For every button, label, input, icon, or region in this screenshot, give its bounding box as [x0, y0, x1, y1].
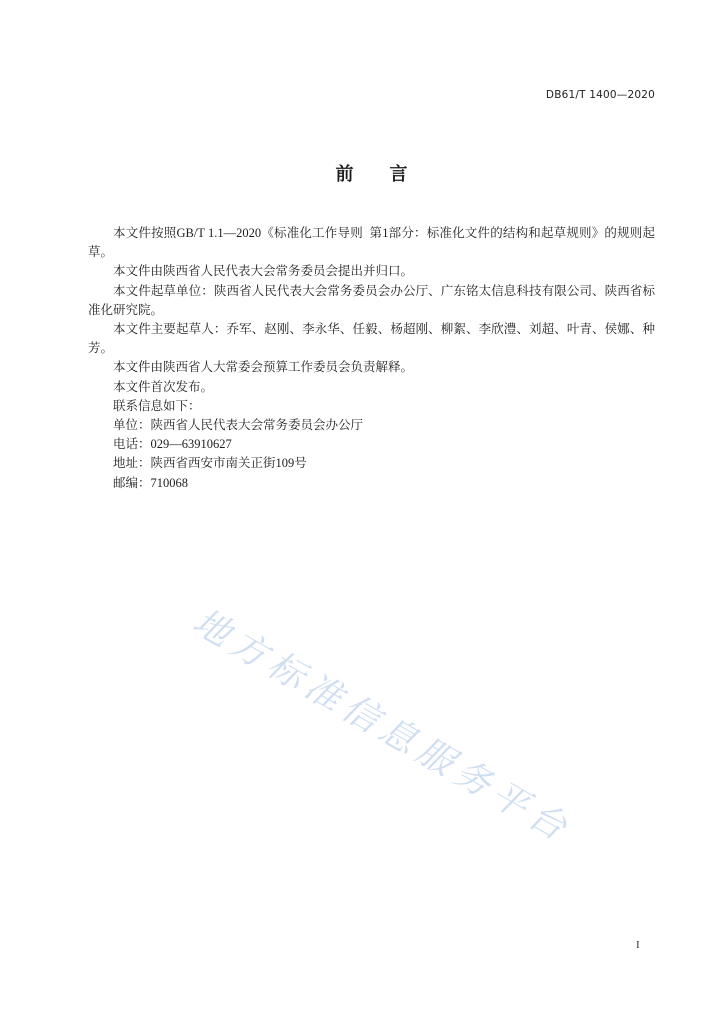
contact-address: 地址：陕西省西安市南关正街109号: [113, 456, 307, 471]
body-paragraph: 本文件按照GB/T 1.1—2020《标准化工作导则 第1部分：标准化文件的结构和起草规则》的规则起草。: [88, 226, 655, 260]
watermark: 地方标准信息服务平台: [185, 601, 579, 852]
foreword-body: [88, 224, 655, 493]
page-title: 前 言: [335, 164, 408, 185]
document-code: DB61/T 1400—2020: [545, 89, 655, 101]
contact-unit: 单位：陕西省人民代表大会常务委员会办公厅: [113, 418, 364, 433]
body-paragraph: 本文件起草单位：陕西省人民代表大会常务委员会办公厅、广东铭太信息科技有限公司、陕西省标准化研究院。: [88, 283, 655, 317]
body-paragraph: 本文件主要起草人：乔军、赵刚、李永华、任毅、杨超刚、柳絮、李欣澧、刘超、叶青、侯娜、种芳。: [88, 322, 655, 356]
contact-heading: 联系信息如下：: [113, 398, 201, 413]
body-paragraph: 本文件由陕西省人民代表大会常务委员会提出并归口。: [113, 264, 414, 279]
contact-phone: 电话：029—63910627: [113, 437, 232, 452]
body-paragraph: 本文件由陕西省人大常委会预算工作委员会负责解释。: [113, 360, 414, 375]
contact-postcode: 邮编：710068: [113, 475, 189, 490]
body-paragraph: 本文件首次发布。: [113, 379, 214, 394]
page-number: I: [636, 939, 640, 951]
